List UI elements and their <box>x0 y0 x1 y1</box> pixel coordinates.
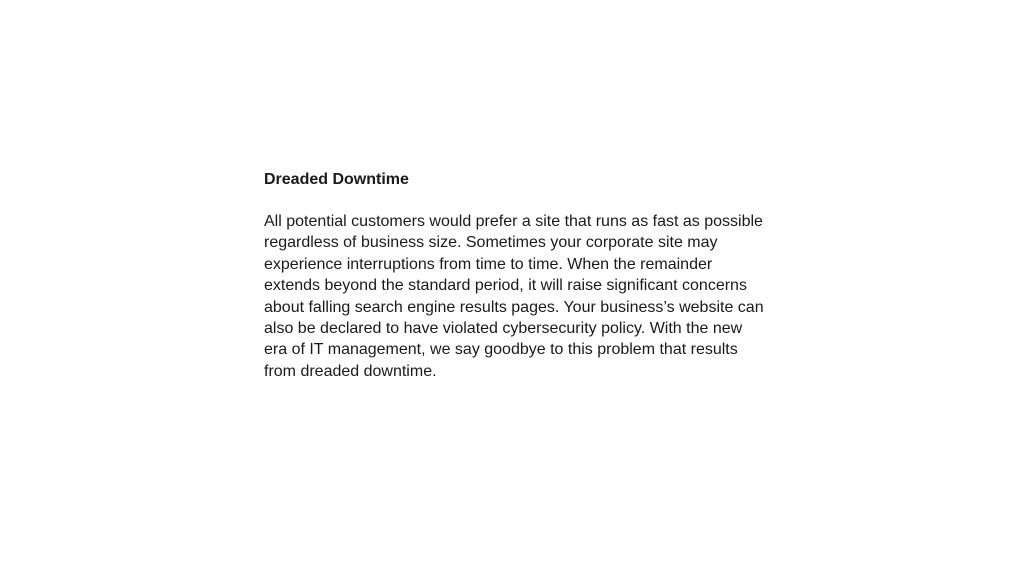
slide-heading: Dreaded Downtime <box>264 171 409 188</box>
text-block <box>264 169 764 382</box>
spacer <box>264 190 764 211</box>
slide-paragraph: All potential customers would prefer a site that runs as fast as possible regardless of business size. Sometimes your corporate site may experience interruptions from time to time. When the remainder extends beyond the standard period, it will raise significant concerns about falling search engine results pages. Your business’s website can also be declared to have violated cybersecurity policy. With the new era of IT management, we say goodbye to this problem that results from dreaded downtime. <box>264 213 764 380</box>
